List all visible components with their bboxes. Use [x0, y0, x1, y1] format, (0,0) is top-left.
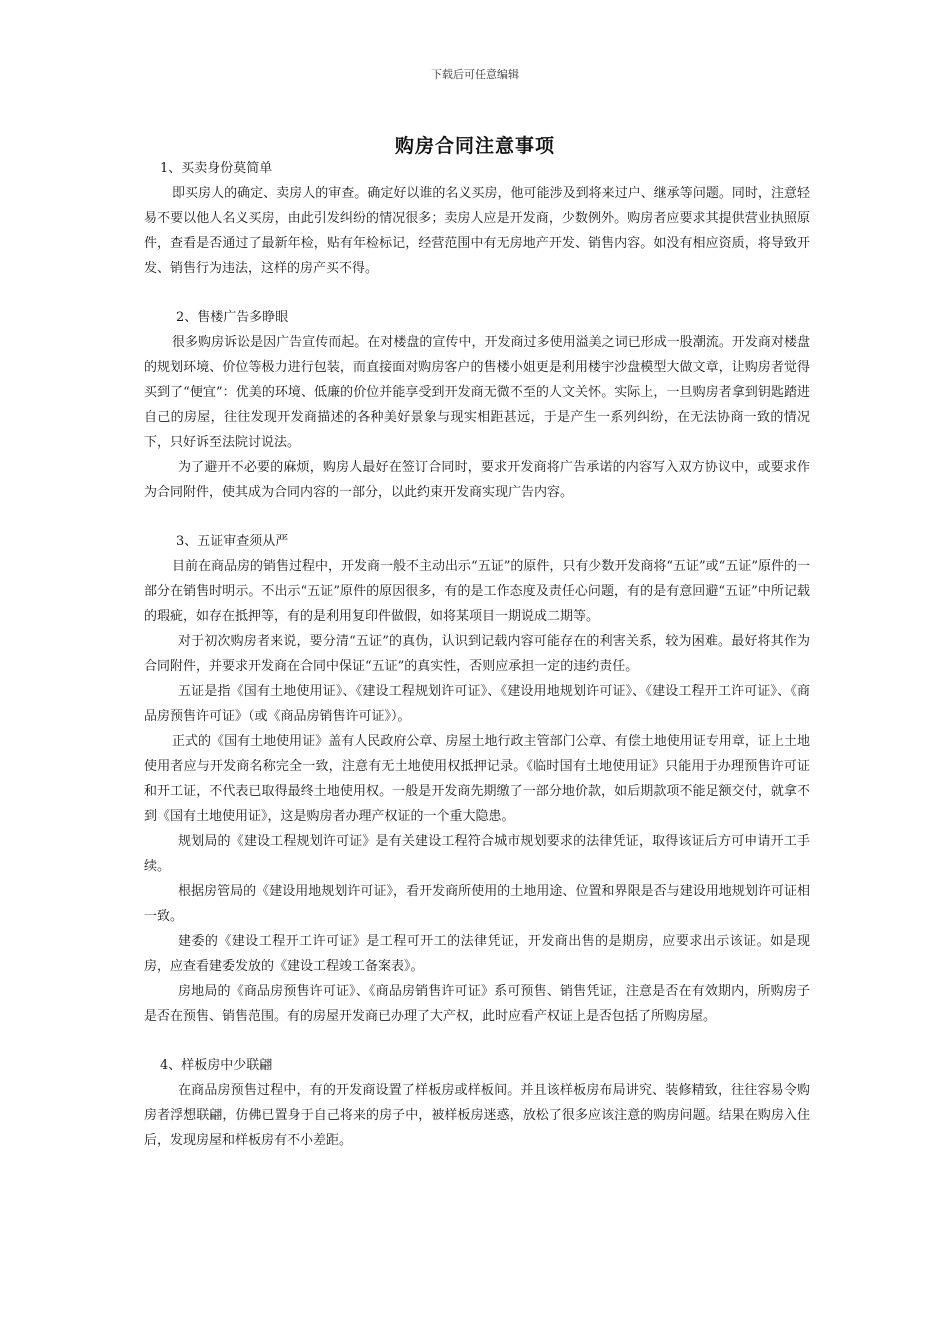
section-4-heading: 4、样板房中少联翩	[160, 1058, 273, 1073]
section-4-paragraph-1: 在商品房预售过程中，有的开发商设置了样板房或样板间。并且该样板房布局讲究、装修精致，往往容易令购房者浮想联翩，仿佛已置身于自己将来的房子中，被样板房迷惑，放松了很多应该注意的购房问题。结果在购房入住后，发现房屋和样板房有不小差距。	[144, 1083, 810, 1148]
section-spacer	[144, 1029, 810, 1053]
section-spacer	[144, 281, 810, 305]
section-3-heading: 3、五证审查须从严	[176, 534, 289, 549]
section-3-paragraph-1: 目前在商品房的销售过程中，开发商一般不主动出示“五证”的原件，只有少数开发商将“五证”或“五证”原件的一部分在销售时明示。不出示“五证”原件的原因很多，有的是工作态度及责任心问题，有的是有意回避“五证”中所记载的瑕疵，如存在抵押等，有的是利用复印件做假，如将某项目一期说成二期等。	[144, 559, 810, 624]
section-1-heading: 1、买卖身份莫简单	[160, 161, 273, 176]
document-title: 购房合同注意事项	[394, 135, 555, 157]
section-3-paragraph-7: 建委的《建设工程开工许可证》是工程可开工的法律凭证，开发商出售的是期房，应要求出示该证。如是现房，应查看建委发放的《建设工程竣工备案表》。	[144, 934, 810, 974]
section-3-paragraph-2: 对于初次购房者来说，要分清“五证”的真伪，认识到记载内容可能存在的利害关系，较为困难。最好将其作为合同附件，并要求开发商在合同中保证“五证”的真实性，否则应承担一定的违约责任。	[144, 634, 810, 674]
section-3-paragraph-5: 规划局的《建设工程规划许可证》是有关建设工程符合城市规划要求的法律凭证，取得该证后方可申请开工手续。	[144, 834, 810, 874]
section-2-paragraph-2: 为了避开不必要的麻烦，购房人最好在签订合同时，要求开发商将广告承诺的内容写入双方协议中，或要求作为合同附件，使其成为合同内容的一部分，以此约束开发商实现广告内容。	[144, 460, 810, 500]
section-3-paragraph-8: 房地局的《商品房预售许可证》、《商品房销售许可证》系可预售、销售凭证，注意是否在有效期内，所购房子是否在预售、销售范围。有的房屋开发商已办理了大产权，此时应看产权证上是否包括了所购房屋。	[144, 984, 810, 1024]
section-2-heading: 2、售楼广告多睁眼	[176, 310, 289, 325]
page-header-note: 下载后可任意编辑	[431, 68, 519, 81]
section-spacer	[144, 505, 810, 529]
section-1-paragraph-1: 即买房人的确定、卖房人的审查。确定好以谁的名义买房，他可能涉及到将来过户、继承等问题。同时，注意轻易不要以他人名义买房，由此引发纠纷的情况很多；卖房人应是开发商，少数例外。购房者应要求其提供营业执照原件，查看是否通过了最新年检，贴有年检标记，经营范围中有无房地产开发、销售内容。如没有相应资质，将导致开发、销售行为违法，这样的房产买不得。	[144, 186, 810, 276]
document-body	[144, 156, 810, 1153]
section-3-paragraph-6: 根据房管局的《建设用地规划许可证》，看开发商所使用的土地用途、位置和界限是否与建设用地规划许可证相一致。	[144, 884, 810, 924]
section-2-paragraph-1: 很多购房诉讼是因广告宣传而起。在对楼盘的宣传中，开发商过多使用溢美之词已形成一股潮流。开发商对楼盘的规划环境、价位等极力进行包装，而直接面对购房客户的售楼小姐更是利用楼宇沙盘模型大做文章，让购房者觉得买到了“便宜”：优美的环境、低廉的价位并能享受到开发商无微不至的人文关怀。实际上，一旦购房者拿到钥匙踏进自己的房屋，往往发现开发商描述的各种美好景象与现实相距甚远，于是产生一系列纠纷，在无法协商一致的情况下，只好诉至法院讨说法。	[144, 335, 810, 450]
section-3-paragraph-4: 正式的《国有土地使用证》盖有人民政府公章、房屋土地行政主管部门公章、有偿土地使用证专用章，证上土地使用者应与开发商名称完全一致，注意有无土地使用权抵押记录。《临时国有土地使用证》只能用于办理预售许可证和开工证，不代表已取得最终土地使用权。一般是开发商先期缴了一部分地价款，如后期款项不能足额交付，就拿不到《国有土地使用证》，这是购房者办理产权证的一个重大隐患。	[144, 734, 810, 824]
section-3-paragraph-3: 五证是指《国有土地使用证》、《建设工程规划许可证》、《建设用地规划许可证》、《建设工程开工许可证》、《商品房预售许可证》（或《商品房销售许可证》）。	[144, 684, 810, 724]
